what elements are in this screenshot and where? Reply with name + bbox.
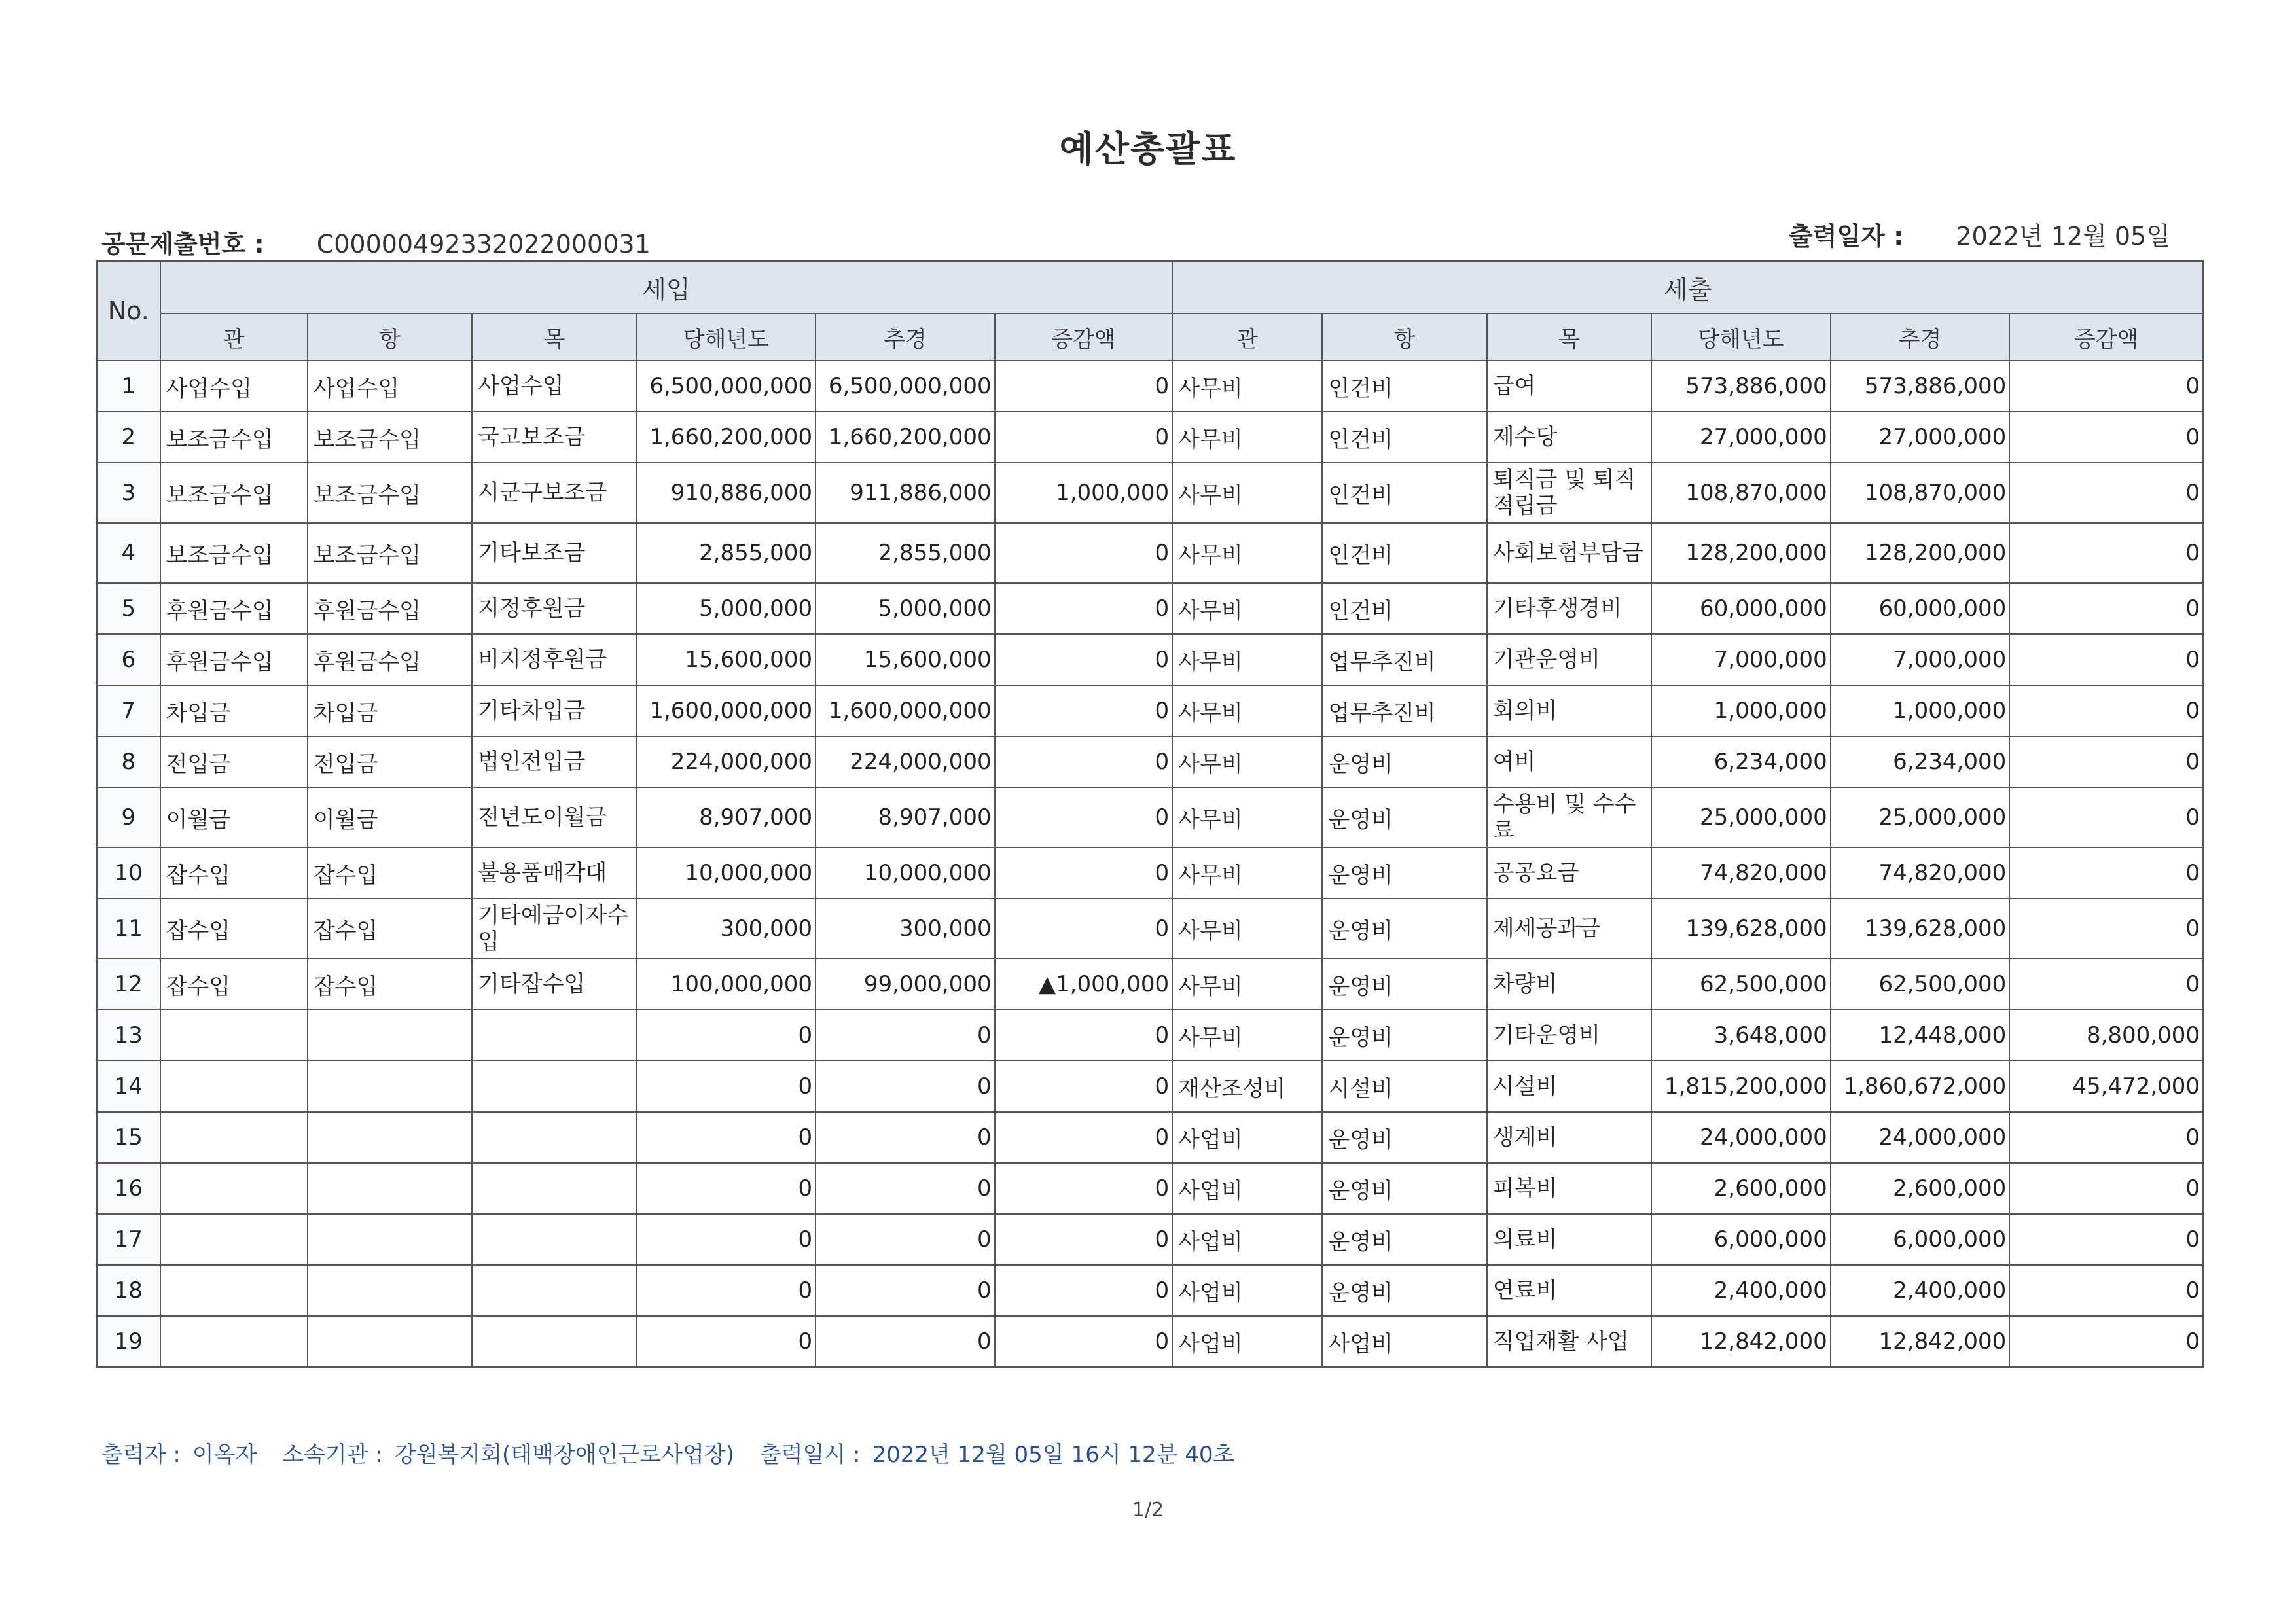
income-cell: 비지정후원금 xyxy=(472,634,636,685)
budget-table xyxy=(96,260,2204,1368)
expense-cell: 회의비 xyxy=(1487,685,1651,736)
income-cell: 0 xyxy=(816,1112,995,1163)
table-row xyxy=(97,1061,2203,1112)
income-cell: 0 xyxy=(995,634,1173,685)
income-cell: 지정후원금 xyxy=(472,583,636,634)
expense-cell: 45,472,000 xyxy=(2009,1061,2203,1112)
printed-at-label: 출력일시 : xyxy=(759,1442,861,1468)
submission-label: 공문제출번호 : xyxy=(101,230,264,259)
table-row xyxy=(97,361,2203,412)
expense-cell: 의료비 xyxy=(1487,1214,1651,1265)
expense-cell: 사무비 xyxy=(1172,361,1322,412)
income-col-current-year: 당해년도 xyxy=(637,313,816,361)
expense-cell: 2,400,000 xyxy=(1831,1265,2010,1316)
income-cell: 보조금수입 xyxy=(160,463,308,523)
income-cell xyxy=(472,1265,636,1316)
expense-cell: 운영비 xyxy=(1322,847,1486,899)
income-cell: 1,600,000,000 xyxy=(637,685,816,736)
expense-cell: 128,200,000 xyxy=(1651,523,1831,583)
income-cell: 기타잡수입 xyxy=(472,959,636,1010)
row-number: 4 xyxy=(97,523,160,583)
table-row xyxy=(97,1010,2203,1061)
print-date xyxy=(1789,216,2170,252)
expense-cell: 60,000,000 xyxy=(1651,583,1831,634)
income-cell: 후원금수입 xyxy=(160,634,308,685)
income-cell: 0 xyxy=(637,1061,816,1112)
income-cell xyxy=(160,1316,308,1367)
expense-cell: 25,000,000 xyxy=(1831,787,2010,847)
expense-cell: 0 xyxy=(2009,1163,2203,1214)
expense-cell: 0 xyxy=(2009,523,2203,583)
expense-cell: 108,870,000 xyxy=(1831,463,2010,523)
expense-cell: 128,200,000 xyxy=(1831,523,2010,583)
table-row xyxy=(97,583,2203,634)
income-cell: 0 xyxy=(995,1010,1173,1061)
income-cell: 후원금수입 xyxy=(160,583,308,634)
expense-cell: 피복비 xyxy=(1487,1163,1651,1214)
income-cell: 보조금수입 xyxy=(160,523,308,583)
income-cell: 0 xyxy=(995,412,1173,463)
row-number: 14 xyxy=(97,1061,160,1112)
expense-cell: 3,648,000 xyxy=(1651,1010,1831,1061)
expense-cell: 0 xyxy=(2009,899,2203,959)
expense-cell: 운영비 xyxy=(1322,899,1486,959)
expense-cell: 업무추진비 xyxy=(1322,634,1486,685)
income-cell: 0 xyxy=(816,1316,995,1367)
expense-cell: 차량비 xyxy=(1487,959,1651,1010)
expense-cell: 0 xyxy=(2009,1265,2203,1316)
expense-cell: 573,886,000 xyxy=(1831,361,2010,412)
income-cell: 국고보조금 xyxy=(472,412,636,463)
income-cell: 0 xyxy=(637,1112,816,1163)
page-number: 1/2 xyxy=(1132,1499,1164,1522)
income-cell: 0 xyxy=(995,583,1173,634)
income-cell: 1,660,200,000 xyxy=(816,412,995,463)
expense-cell: 2,400,000 xyxy=(1651,1265,1831,1316)
table-row xyxy=(97,685,2203,736)
expense-cell: 27,000,000 xyxy=(1831,412,2010,463)
income-cell: 224,000,000 xyxy=(637,736,816,787)
expense-cell: 74,820,000 xyxy=(1831,847,2010,899)
expense-cell: 0 xyxy=(2009,361,2203,412)
expense-cell: 0 xyxy=(2009,463,2203,523)
expense-cell: 6,000,000 xyxy=(1651,1214,1831,1265)
income-cell xyxy=(308,1214,472,1265)
expense-cell: 0 xyxy=(2009,583,2203,634)
income-cell: 10,000,000 xyxy=(637,847,816,899)
org-label: 소속기관 : xyxy=(282,1442,383,1468)
table-row xyxy=(97,1112,2203,1163)
income-cell: 잡수입 xyxy=(308,899,472,959)
expense-cell: 운영비 xyxy=(1322,1214,1486,1265)
expense-cell: 139,628,000 xyxy=(1831,899,2010,959)
expense-cell: 여비 xyxy=(1487,736,1651,787)
income-cell xyxy=(472,1112,636,1163)
income-cell: 1,600,000,000 xyxy=(816,685,995,736)
expense-col-current-year: 당해년도 xyxy=(1651,313,1831,361)
income-cell xyxy=(308,1316,472,1367)
printer-label: 출력자 : xyxy=(101,1442,181,1468)
print-date-value: 2022년 12월 05일 xyxy=(1956,222,2170,251)
expense-cell: 사업비 xyxy=(1322,1316,1486,1367)
income-cell: 전입금 xyxy=(160,736,308,787)
expense-cell: 재산조성비 xyxy=(1172,1061,1322,1112)
table-row xyxy=(97,787,2203,847)
expense-cell: 1,860,672,000 xyxy=(1831,1061,2010,1112)
table-row xyxy=(97,463,2203,523)
expense-cell: 0 xyxy=(2009,847,2203,899)
income-cell xyxy=(160,1214,308,1265)
expense-cell: 사업비 xyxy=(1172,1163,1322,1214)
expense-col-change: 증감액 xyxy=(2009,313,2203,361)
income-cell: 0 xyxy=(995,1061,1173,1112)
table-row xyxy=(97,847,2203,899)
expense-cell: 62,500,000 xyxy=(1831,959,2010,1010)
income-col-change: 증감액 xyxy=(995,313,1173,361)
income-cell: 15,600,000 xyxy=(816,634,995,685)
income-cell: 2,855,000 xyxy=(816,523,995,583)
income-cell xyxy=(160,1010,308,1061)
income-cell: 0 xyxy=(816,1163,995,1214)
income-cell: 10,000,000 xyxy=(816,847,995,899)
document-title: 예산총괄표 xyxy=(1059,128,1237,169)
row-number: 5 xyxy=(97,583,160,634)
expense-cell: 1,000,000 xyxy=(1651,685,1831,736)
expense-cell: 62,500,000 xyxy=(1651,959,1831,1010)
expense-cell: 6,234,000 xyxy=(1651,736,1831,787)
income-cell: 0 xyxy=(995,1214,1173,1265)
printed-at-value: 2022년 12월 05일 16시 12분 40초 xyxy=(872,1442,1235,1468)
income-cell: 보조금수입 xyxy=(160,412,308,463)
expense-cell: 인건비 xyxy=(1322,583,1486,634)
income-cell: 이월금 xyxy=(160,787,308,847)
expense-cell: 6,000,000 xyxy=(1831,1214,2010,1265)
expense-cell: 사무비 xyxy=(1172,583,1322,634)
expense-cell: 시설비 xyxy=(1487,1061,1651,1112)
income-cell: 0 xyxy=(995,1163,1173,1214)
expense-cell: 12,842,000 xyxy=(1831,1316,2010,1367)
row-number: 18 xyxy=(97,1265,160,1316)
row-number: 7 xyxy=(97,685,160,736)
expense-cell: 0 xyxy=(2009,787,2203,847)
income-cell xyxy=(472,1010,636,1061)
income-cell: 8,907,000 xyxy=(637,787,816,847)
income-cell: 기타예금이자수입 xyxy=(472,899,636,959)
expense-cell: 사무비 xyxy=(1172,847,1322,899)
income-cell: 15,600,000 xyxy=(637,634,816,685)
expense-cell: 25,000,000 xyxy=(1651,787,1831,847)
submission-value: C00000492332022000031 xyxy=(316,230,651,259)
income-cell: 후원금수입 xyxy=(308,634,472,685)
income-cell: 0 xyxy=(816,1010,995,1061)
income-cell: 잡수입 xyxy=(160,847,308,899)
expense-cell: 운영비 xyxy=(1322,1163,1486,1214)
income-cell: 0 xyxy=(995,899,1173,959)
income-cell: 후원금수입 xyxy=(308,583,472,634)
expense-cell: 공공요금 xyxy=(1487,847,1651,899)
income-cell: 100,000,000 xyxy=(637,959,816,1010)
expense-cell: 사무비 xyxy=(1172,412,1322,463)
expense-cell: 운영비 xyxy=(1322,1112,1486,1163)
expense-cell: 24,000,000 xyxy=(1831,1112,2010,1163)
income-cell: 불용품매각대 xyxy=(472,847,636,899)
expense-cell: 제세공과금 xyxy=(1487,899,1651,959)
print-footer xyxy=(101,1436,1253,1469)
income-cell: 잡수입 xyxy=(160,959,308,1010)
income-cell: 보조금수입 xyxy=(308,412,472,463)
income-cell: 6,500,000,000 xyxy=(816,361,995,412)
expense-cell: 사무비 xyxy=(1172,899,1322,959)
income-cell: 224,000,000 xyxy=(816,736,995,787)
income-cell: 2,855,000 xyxy=(637,523,816,583)
expense-col-supplementary: 추경 xyxy=(1831,313,2010,361)
income-cell: 0 xyxy=(637,1163,816,1214)
income-cell xyxy=(308,1112,472,1163)
income-cell: 300,000 xyxy=(637,899,816,959)
income-cell: 0 xyxy=(637,1010,816,1061)
income-cell: 911,886,000 xyxy=(816,463,995,523)
row-number: 8 xyxy=(97,736,160,787)
income-cell: 보조금수입 xyxy=(308,523,472,583)
income-cell: 0 xyxy=(995,847,1173,899)
income-cell: 사업수입 xyxy=(472,361,636,412)
expense-cell: 2,600,000 xyxy=(1651,1163,1831,1214)
table-row xyxy=(97,1316,2203,1367)
income-cell: 전입금 xyxy=(308,736,472,787)
income-cell: 0 xyxy=(637,1316,816,1367)
income-col-gwan: 관 xyxy=(160,313,308,361)
income-cell: 5,000,000 xyxy=(637,583,816,634)
income-cell: 8,907,000 xyxy=(816,787,995,847)
expense-cell: 사업비 xyxy=(1172,1214,1322,1265)
income-cell: 0 xyxy=(816,1061,995,1112)
income-cell xyxy=(160,1112,308,1163)
expense-cell: 시설비 xyxy=(1322,1061,1486,1112)
expense-cell: 사무비 xyxy=(1172,685,1322,736)
table-row xyxy=(97,1265,2203,1316)
income-cell: 6,500,000,000 xyxy=(637,361,816,412)
expense-cell: 인건비 xyxy=(1322,523,1486,583)
expense-cell: 573,886,000 xyxy=(1651,361,1831,412)
income-cell: 잡수입 xyxy=(308,959,472,1010)
income-cell: 잡수입 xyxy=(160,899,308,959)
expense-cell: 운영비 xyxy=(1322,787,1486,847)
income-cell: 0 xyxy=(995,736,1173,787)
expense-cell: 운영비 xyxy=(1322,1010,1486,1061)
table-row xyxy=(97,899,2203,959)
income-cell: 0 xyxy=(637,1265,816,1316)
expense-cell: 기타운영비 xyxy=(1487,1010,1651,1061)
expense-header: 세출 xyxy=(1172,261,2203,313)
expense-cell: 운영비 xyxy=(1322,959,1486,1010)
row-number: 12 xyxy=(97,959,160,1010)
income-cell: 시군구보조금 xyxy=(472,463,636,523)
expense-cell: 업무추진비 xyxy=(1322,685,1486,736)
row-number: 16 xyxy=(97,1163,160,1214)
expense-cell: 6,234,000 xyxy=(1831,736,2010,787)
income-cell: 910,886,000 xyxy=(637,463,816,523)
row-number: 6 xyxy=(97,634,160,685)
table-row xyxy=(97,959,2203,1010)
expense-col-hang: 항 xyxy=(1322,313,1486,361)
income-cell: 99,000,000 xyxy=(816,959,995,1010)
expense-cell: 0 xyxy=(2009,412,2203,463)
income-cell xyxy=(308,1010,472,1061)
expense-cell: 27,000,000 xyxy=(1651,412,1831,463)
income-cell: 사업수입 xyxy=(308,361,472,412)
expense-cell: 사회보험부담금 xyxy=(1487,523,1651,583)
income-col-mok: 목 xyxy=(472,313,636,361)
income-cell: 0 xyxy=(995,361,1173,412)
income-cell: 0 xyxy=(995,1316,1173,1367)
table-row xyxy=(97,523,2203,583)
income-cell: 0 xyxy=(816,1214,995,1265)
expense-cell: 0 xyxy=(2009,634,2203,685)
expense-col-mok: 목 xyxy=(1487,313,1651,361)
printer-value: 이옥자 xyxy=(192,1442,257,1468)
expense-cell: 사무비 xyxy=(1172,959,1322,1010)
income-cell: 보조금수입 xyxy=(308,463,472,523)
expense-cell: 사무비 xyxy=(1172,736,1322,787)
expense-cell: 139,628,000 xyxy=(1651,899,1831,959)
income-cell xyxy=(472,1214,636,1265)
expense-cell: 사업비 xyxy=(1172,1112,1322,1163)
income-cell xyxy=(160,1265,308,1316)
row-number: 17 xyxy=(97,1214,160,1265)
expense-cell: 8,800,000 xyxy=(2009,1010,2203,1061)
row-number: 1 xyxy=(97,361,160,412)
expense-cell: 0 xyxy=(2009,685,2203,736)
expense-cell: 사무비 xyxy=(1172,463,1322,523)
expense-cell: 사무비 xyxy=(1172,1010,1322,1061)
expense-cell: 기관운영비 xyxy=(1487,634,1651,685)
table-row xyxy=(97,1214,2203,1265)
expense-cell: 사무비 xyxy=(1172,787,1322,847)
submission-number xyxy=(101,224,651,260)
income-cell: 전년도이월금 xyxy=(472,787,636,847)
row-number: 3 xyxy=(97,463,160,523)
row-number: 10 xyxy=(97,847,160,899)
expense-cell: 기타후생경비 xyxy=(1487,583,1651,634)
income-cell: 차입금 xyxy=(308,685,472,736)
table-row xyxy=(97,736,2203,787)
income-cell xyxy=(160,1163,308,1214)
income-cell: 0 xyxy=(816,1265,995,1316)
income-cell: 기타차입금 xyxy=(472,685,636,736)
expense-cell: 2,600,000 xyxy=(1831,1163,2010,1214)
table-row xyxy=(97,412,2203,463)
income-cell: 1,660,200,000 xyxy=(637,412,816,463)
table-row xyxy=(97,1163,2203,1214)
expense-cell: 인건비 xyxy=(1322,361,1486,412)
income-cell xyxy=(308,1163,472,1214)
income-header: 세입 xyxy=(160,261,1173,313)
row-number: 2 xyxy=(97,412,160,463)
expense-cell: 사업비 xyxy=(1172,1316,1322,1367)
expense-cell: 12,842,000 xyxy=(1651,1316,1831,1367)
income-cell: 기타보조금 xyxy=(472,523,636,583)
expense-col-gwan: 관 xyxy=(1172,313,1322,361)
row-number: 13 xyxy=(97,1010,160,1061)
income-cell: 법인전입금 xyxy=(472,736,636,787)
expense-cell: 직업재활 사업 xyxy=(1487,1316,1651,1367)
expense-cell: 0 xyxy=(2009,1214,2203,1265)
expense-cell: 108,870,000 xyxy=(1651,463,1831,523)
expense-cell: 인건비 xyxy=(1322,463,1486,523)
org-value: 강원복지회(태백장애인근로사업장) xyxy=(394,1442,734,1468)
income-cell: 300,000 xyxy=(816,899,995,959)
row-number: 9 xyxy=(97,787,160,847)
income-col-hang: 항 xyxy=(308,313,472,361)
expense-cell: 0 xyxy=(2009,1112,2203,1163)
expense-cell: 12,448,000 xyxy=(1831,1010,2010,1061)
expense-cell: 급여 xyxy=(1487,361,1651,412)
expense-cell: 74,820,000 xyxy=(1651,847,1831,899)
expense-cell: 사업비 xyxy=(1172,1265,1322,1316)
expense-cell: 퇴직금 및 퇴직적립금 xyxy=(1487,463,1651,523)
expense-cell: 1,000,000 xyxy=(1831,685,2010,736)
income-cell xyxy=(472,1316,636,1367)
expense-cell: 생계비 xyxy=(1487,1112,1651,1163)
expense-cell: 연료비 xyxy=(1487,1265,1651,1316)
income-cell: 1,000,000 xyxy=(995,463,1173,523)
expense-cell: 7,000,000 xyxy=(1831,634,2010,685)
expense-cell: 제수당 xyxy=(1487,412,1651,463)
expense-cell: 24,000,000 xyxy=(1651,1112,1831,1163)
expense-cell: 인건비 xyxy=(1322,412,1486,463)
income-cell xyxy=(308,1265,472,1316)
income-cell xyxy=(308,1061,472,1112)
income-cell: 사업수입 xyxy=(160,361,308,412)
income-cell: 0 xyxy=(637,1214,816,1265)
row-number: 15 xyxy=(97,1112,160,1163)
income-cell xyxy=(160,1061,308,1112)
income-cell: ▲1,000,000 xyxy=(995,959,1173,1010)
income-cell: 0 xyxy=(995,787,1173,847)
expense-cell: 0 xyxy=(2009,1316,2203,1367)
income-cell: 0 xyxy=(995,1112,1173,1163)
expense-cell: 60,000,000 xyxy=(1831,583,2010,634)
expense-cell: 수용비 및 수수료 xyxy=(1487,787,1651,847)
income-cell: 차입금 xyxy=(160,685,308,736)
income-cell: 5,000,000 xyxy=(816,583,995,634)
row-number: 11 xyxy=(97,899,160,959)
income-cell xyxy=(472,1061,636,1112)
income-cell: 이월금 xyxy=(308,787,472,847)
expense-cell: 0 xyxy=(2009,736,2203,787)
income-cell: 잡수입 xyxy=(308,847,472,899)
expense-cell: 1,815,200,000 xyxy=(1651,1061,1831,1112)
income-cell: 0 xyxy=(995,1265,1173,1316)
expense-cell: 7,000,000 xyxy=(1651,634,1831,685)
expense-cell: 운영비 xyxy=(1322,1265,1486,1316)
expense-cell: 사무비 xyxy=(1172,523,1322,583)
row-number: 19 xyxy=(97,1316,160,1367)
expense-cell: 운영비 xyxy=(1322,736,1486,787)
income-col-supplementary: 추경 xyxy=(816,313,995,361)
expense-cell: 0 xyxy=(2009,959,2203,1010)
table-row xyxy=(97,634,2203,685)
income-cell xyxy=(472,1163,636,1214)
print-date-label: 출력일자 : xyxy=(1789,222,1904,251)
no-header: No. xyxy=(97,261,160,361)
income-cell: 0 xyxy=(995,523,1173,583)
expense-cell: 사무비 xyxy=(1172,634,1322,685)
income-cell: 0 xyxy=(995,685,1173,736)
